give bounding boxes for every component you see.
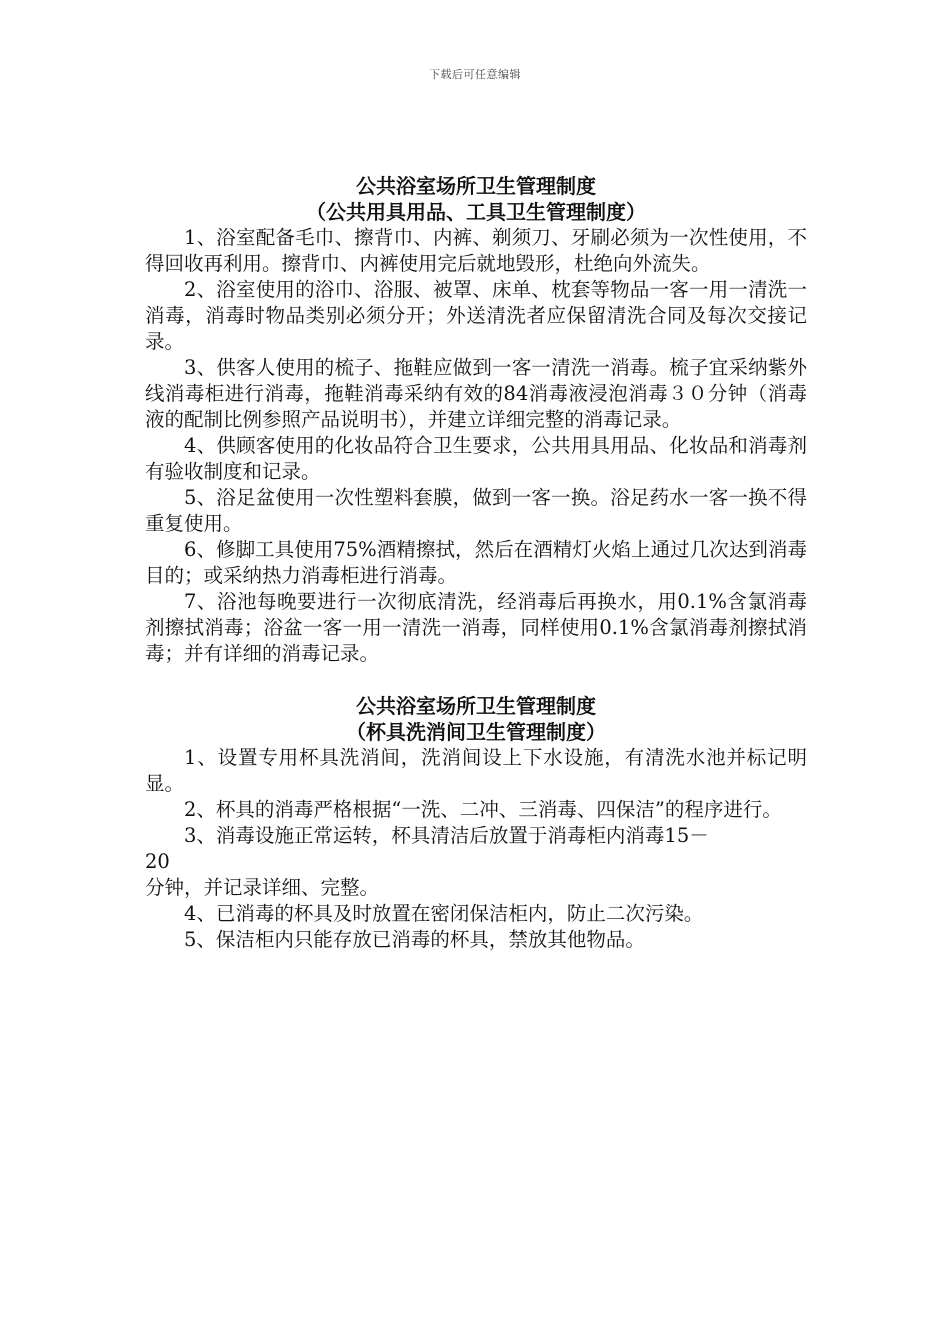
paragraph: 6、修脚工具使用75%酒精擦拭，然后在酒精灯火焰上通过几次达到消毒目的；或采纳热力消毒柜进行消毒。: [145, 538, 807, 587]
section-title: 公共浴室场所卫生管理制度: [356, 694, 596, 718]
paragraph-continuation: 分钟，并记录详细、完整。: [145, 876, 380, 899]
document-body: [145, 173, 807, 953]
paragraph: 4、供顾客使用的化妆品符合卫生要求，公共用具用品、化妆品和消毒剂有验收制度和记录。: [145, 434, 807, 483]
paragraph: 1、浴室配备毛巾、擦背巾、内裤、剃须刀、牙刷必须为一次性使用，不得回收再利用。擦背巾、内裤使用完后就地毁形，杜绝向外流失。: [145, 226, 807, 275]
paragraph: 3、消毒设施正常运转，杯具清洁后放置于消毒柜内消毒15－: [184, 824, 709, 847]
header-note: 下载后可任意编辑: [429, 68, 521, 81]
paragraph: 3、供客人使用的梳子、拖鞋应做到一客一清洗一消毒。梳子宜采纳紫外线消毒柜进行消毒，拖鞋消毒采纳有效的84消毒液浸泡消毒３０分钟（消毒液的配制比例参照产品说明书），并建立详细完整的消毒记录。: [145, 356, 807, 431]
paragraph: 2、杯具的消毒严格根据“一洗、二冲、三消毒、四保洁”的程序进行。: [184, 798, 782, 821]
paragraph: 2、浴室使用的浴巾、浴服、被罩、床单、枕套等物品一客一用一清洗一消毒，消毒时物品类别必须分开；外送清洗者应保留清洗合同及每次交接记录。: [145, 278, 807, 353]
paragraph: 7、浴池每晚要进行一次彻底清洗，经消毒后再换水，用0.1%含氯消毒剂擦拭消毒；浴盆一客一用一清洗一消毒，同样使用0.1%含氯消毒剂擦拭消毒；并有详细的消毒记录。: [145, 590, 807, 665]
section-public-items: [145, 173, 807, 667]
paragraph: 5、保洁柜内只能存放已消毒的杯具，禁放其他物品。: [184, 928, 645, 951]
paragraph: 1、设置专用杯具洗消间，洗消间设上下水设施，有清洗水池并标记明显。: [145, 746, 807, 795]
paragraph: 4、已消毒的杯具及时放置在密闭保洁柜内，防止二次污染。: [184, 902, 704, 925]
section-subtitle: （杯具洗消间卫生管理制度）: [346, 720, 606, 744]
paragraph-continuation: 20: [145, 850, 170, 873]
paragraph: 5、浴足盆使用一次性塑料套膜，做到一客一换。浴足药水一客一换不得重复使用。: [145, 486, 807, 535]
section-cup-disinfection: [145, 693, 807, 953]
section-subtitle: （公共用具用品、工具卫生管理制度）: [306, 200, 646, 224]
section-title: 公共浴室场所卫生管理制度: [356, 174, 596, 198]
